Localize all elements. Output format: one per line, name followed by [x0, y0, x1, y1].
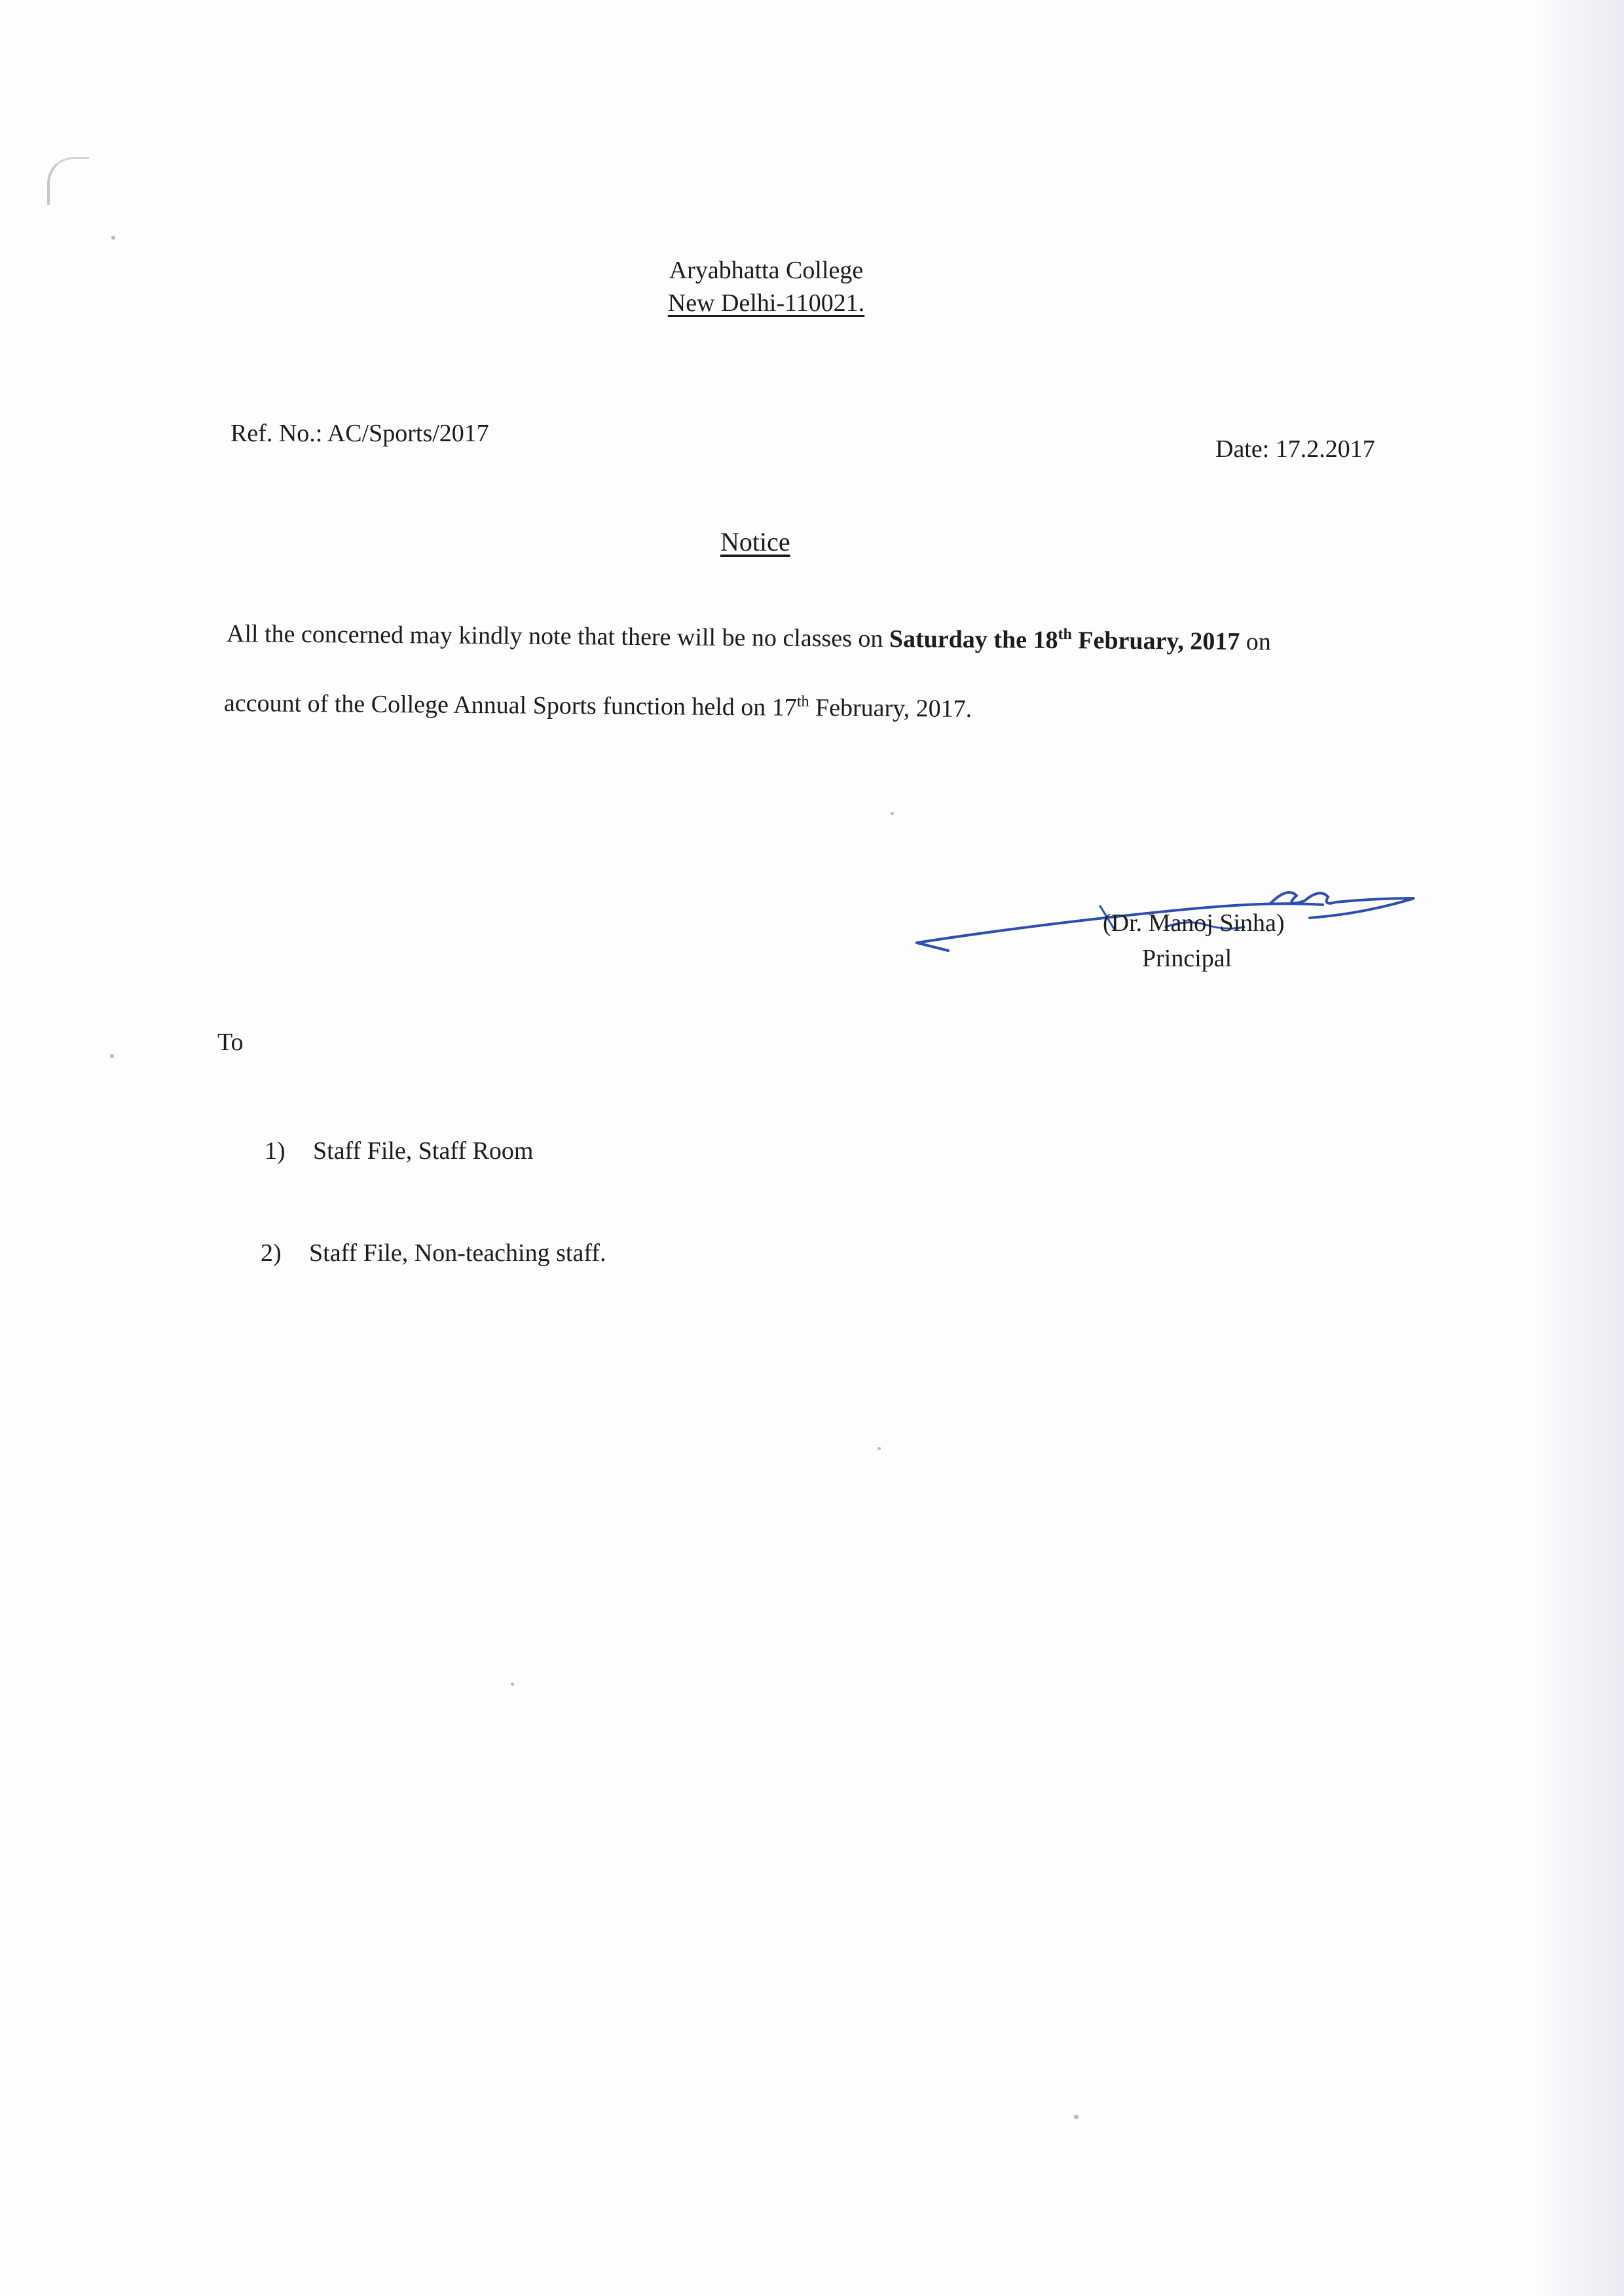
scan-speck [511, 1683, 514, 1686]
notice-date: Date: 17.2.2017 [1215, 435, 1375, 463]
college-address: New Delhi-110021. [667, 289, 865, 317]
to-label: To [217, 1029, 244, 1056]
body-text: on [1240, 628, 1272, 656]
holiday-date-bold [889, 625, 1240, 655]
punch-hole-mark [47, 157, 89, 205]
holiday-day: Saturday the 18 [889, 625, 1058, 654]
scan-speck [110, 1054, 114, 1058]
scan-speck [891, 812, 894, 815]
body-line-2 [224, 689, 972, 723]
scan-shading [1532, 0, 1624, 2296]
scan-speck [877, 1447, 881, 1450]
body-text: February, 2017. [809, 694, 972, 723]
signatory-title: Principal [1142, 945, 1232, 972]
recipient-item [261, 1239, 606, 1267]
scan-speck [111, 236, 115, 240]
letterhead [576, 254, 956, 319]
scan-speck [1074, 2115, 1079, 2119]
body-line-1 [227, 619, 1271, 657]
recipient-text: Staff File, Staff Room [313, 1137, 534, 1165]
recipient-item [265, 1137, 533, 1165]
body-text: account of the College Annual Sports function held on 17 [223, 689, 798, 721]
recipient-text: Staff File, Non-teaching staff. [309, 1239, 606, 1267]
recipient-number: 2) [261, 1239, 282, 1267]
recipient-number: 1) [265, 1137, 286, 1165]
ordinal-suffix: th [796, 693, 809, 711]
reference-number: Ref. No.: AC/Sports/2017 [231, 420, 489, 447]
signatory-name: (Dr. Manoj Sinha) [1103, 909, 1285, 937]
body-text: All the concerned may kindly note that there will be no classes on [226, 620, 890, 653]
holiday-month-year: February, 2017 [1071, 627, 1240, 656]
notice-title: Notice [720, 527, 790, 556]
college-name: Aryabhatta College [669, 257, 864, 284]
ordinal-suffix: th [1058, 625, 1073, 644]
